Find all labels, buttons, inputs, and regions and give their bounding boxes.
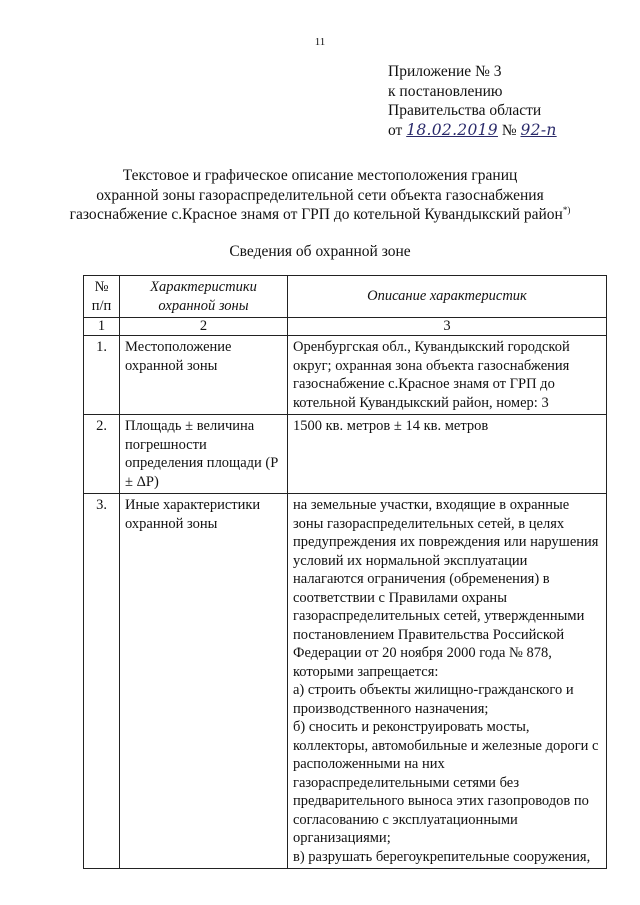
index-cell: 1 <box>84 318 120 336</box>
title-line-2: охранной зоны газораспределительной сети объекта газоснабжения <box>96 186 544 204</box>
from-label: от <box>388 121 403 139</box>
appendix-line-1: Приложение № 3 <box>388 63 502 80</box>
appendix-line-2: к постановлению <box>388 82 503 100</box>
header-characteristics <box>120 276 288 318</box>
table-index-row <box>84 318 607 336</box>
decree-number: 92-п <box>520 120 557 139</box>
header-num-line-1: № <box>94 279 109 295</box>
description-paragraph: на земельные участки, входящие в охранные зоны газораспределительных сетей, в целях предупреждения их повреждения или нарушения условий их нормальной эксплуатации налагаются ограничения (обременения) в соответствии с Правилами охраны газораспределительных сетей, утвержденными постановлением Правительства Российской Федерации от 20 ноября 2000 года № 878, которыми запрещается: <box>293 497 599 680</box>
row-description <box>288 494 607 869</box>
document-title <box>40 166 600 225</box>
row-num: 2. <box>84 415 120 494</box>
row-description: Оренбургская обл., Кувандыкский городской округ; охранная зона объекта газоснабжения газоснабжение с.Красное знамя от ГРП до котельной Кувандыкский район, номер: 3 <box>288 336 607 415</box>
row-num: 3. <box>84 494 120 869</box>
title-line-1: Текстовое и графическое описание местоположения границ <box>122 167 518 184</box>
header-num-line-2: п/п <box>91 297 112 314</box>
header-char-line-2: охранной зоны <box>158 297 249 314</box>
table-row <box>84 494 607 869</box>
table-header-row <box>84 276 607 318</box>
header-char-line-1: Характеристики <box>150 279 257 295</box>
header-num <box>84 276 120 318</box>
row-characteristic: Площадь ± величина погрешности определения площади (P ± ΔP) <box>120 415 288 494</box>
row-description: 1500 кв. метров ± 14 кв. метров <box>288 415 607 494</box>
index-cell: 3 <box>288 318 607 336</box>
table-row <box>84 415 607 494</box>
row-characteristic: Местоположение охранной зоны <box>120 336 288 415</box>
title-line-3-text: газоснабжение с.Красное знамя от ГРП до котельной Кувандыкский район <box>69 206 563 223</box>
row-characteristic: Иные характеристики охранной зоны <box>120 494 288 869</box>
appendix-date-line <box>388 121 628 141</box>
title-line-3 <box>40 205 600 225</box>
table-row <box>84 336 607 415</box>
footnote-mark: *) <box>562 204 571 215</box>
description-item-c: в) разрушать берегоукрепительные сооружения, <box>293 848 591 865</box>
page-number: 11 <box>314 36 326 48</box>
description-item-b: б) сносить и реконструировать мосты, коллекторы, автомобильные и железные дороги с расположенными на них газораспределительными сетями без предварительного выноса этих газопроводов по согласованию с эксплуатационными организациями; <box>293 719 599 846</box>
index-cell: 2 <box>120 318 288 336</box>
row-num: 1. <box>84 336 120 415</box>
header-description: Описание характеристик <box>288 276 607 318</box>
section-subtitle: Сведения об охранной зоне <box>229 243 411 260</box>
zone-table <box>83 275 607 869</box>
appendix-block <box>388 62 628 140</box>
appendix-line-3: Правительства области <box>388 102 542 119</box>
decree-date: 18.02.2019 <box>406 120 498 139</box>
description-item-a: а) строить объекты жилищно-гражданского и производственного назначения; <box>293 682 574 717</box>
number-label: № <box>501 121 517 139</box>
